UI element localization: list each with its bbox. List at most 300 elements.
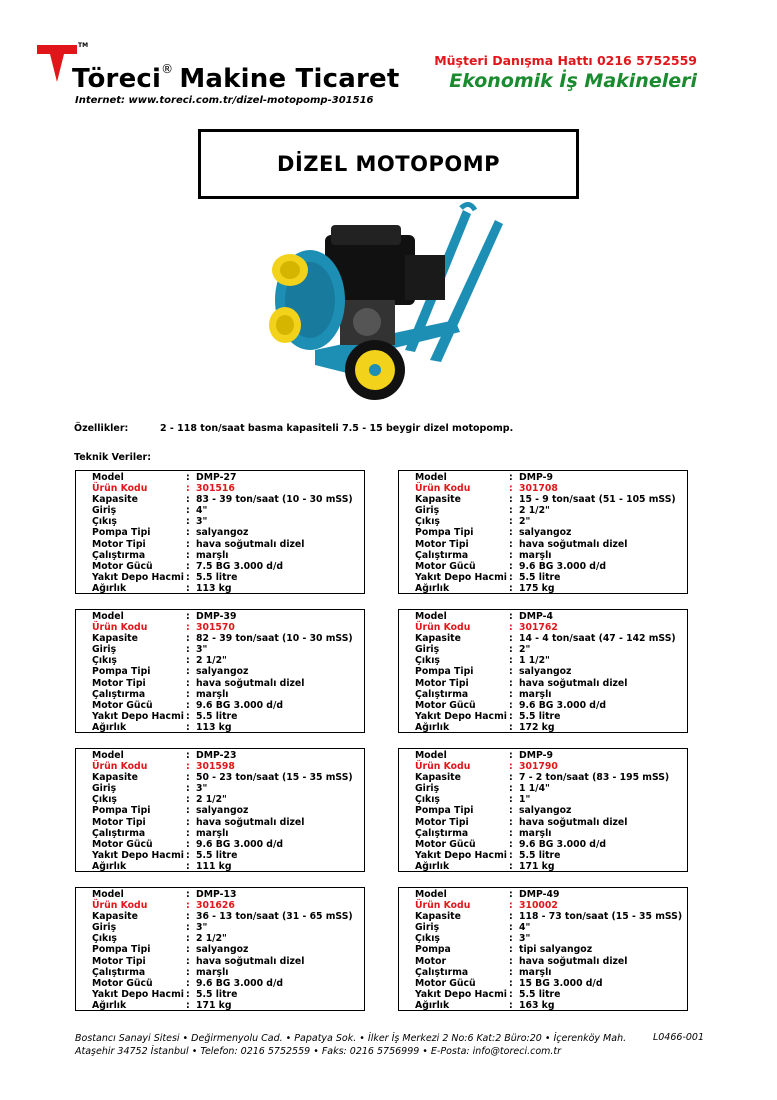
- spec-value: DMP-27: [196, 472, 237, 483]
- spec-key: Ağırlık: [415, 721, 450, 733]
- spec-row: [415, 900, 687, 911]
- spec-row: [415, 644, 687, 655]
- spec-value: 171 kg: [519, 860, 555, 872]
- spec-value: 50 - 23 ton/saat (15 - 35 mSS): [196, 772, 353, 784]
- spec-key: Motor Gücü: [92, 560, 153, 572]
- spec-colon: :: [509, 889, 513, 900]
- spec-colon: :: [509, 677, 513, 689]
- spec-key: Çalıştırma: [92, 827, 146, 839]
- features-label: Özellikler:: [74, 423, 129, 434]
- spec-value: 301708: [519, 483, 558, 495]
- spec-row: [92, 783, 364, 794]
- spec-colon: :: [186, 805, 190, 817]
- spec-value: 2 1/2": [196, 794, 227, 806]
- spec-key: Yakıt Depo Hacmi: [415, 710, 507, 722]
- spec-box: [398, 470, 688, 594]
- spec-value: 5.5 litre: [519, 988, 561, 1000]
- spec-key: Ağırlık: [92, 721, 127, 733]
- spec-row: [415, 817, 687, 828]
- spec-key: Giriş: [92, 783, 117, 795]
- spec-colon: :: [186, 933, 190, 945]
- spec-row: [415, 978, 687, 989]
- spec-row: [415, 689, 687, 700]
- spec-value: marşlı: [519, 688, 552, 700]
- spec-key: Motor Tipi: [92, 538, 146, 550]
- spec-value: 113 kg: [196, 721, 232, 733]
- spec-row: [415, 911, 687, 922]
- spec-key: Yakıt Depo Hacmi: [92, 988, 184, 1000]
- spec-row: [92, 805, 364, 816]
- spec-key: Çıkış: [415, 516, 440, 528]
- spec-row: [92, 678, 364, 689]
- spec-value: 111 kg: [196, 860, 232, 872]
- spec-value: 5.5 litre: [519, 710, 561, 722]
- spec-key: Ağırlık: [92, 999, 127, 1011]
- spec-row: [92, 761, 364, 772]
- spec-colon: :: [509, 688, 513, 700]
- spec-box: [75, 609, 365, 733]
- spec-key: Ürün Kodu: [415, 483, 471, 495]
- spec-key: Motor Gücü: [415, 699, 476, 711]
- spec-key: Motor: [415, 955, 447, 967]
- spec-key: Model: [92, 889, 124, 900]
- spec-row: [92, 933, 364, 944]
- spec-box: [398, 887, 688, 1011]
- spec-value: 171 kg: [196, 999, 232, 1011]
- spec-colon: :: [509, 582, 513, 594]
- spec-colon: :: [186, 750, 190, 761]
- page-title-box: [198, 129, 579, 199]
- spec-colon: :: [186, 783, 190, 795]
- spec-colon: :: [509, 816, 513, 828]
- spec-colon: :: [186, 827, 190, 839]
- spec-colon: :: [186, 922, 190, 934]
- spec-key: Ağırlık: [92, 860, 127, 872]
- spec-colon: :: [186, 582, 190, 594]
- spec-key: Pompa Tipi: [415, 666, 474, 678]
- spec-colon: :: [509, 622, 513, 634]
- spec-colon: :: [186, 816, 190, 828]
- spec-colon: :: [186, 761, 190, 773]
- spec-value: 14 - 4 ton/saat (47 - 142 mSS): [519, 633, 676, 645]
- spec-row: [92, 539, 364, 550]
- spec-colon: :: [509, 611, 513, 622]
- spec-colon: :: [509, 794, 513, 806]
- spec-key: Yakıt Depo Hacmi: [415, 988, 507, 1000]
- spec-row: [92, 772, 364, 783]
- spec-colon: :: [509, 900, 513, 912]
- spec-key: Motor Tipi: [92, 816, 146, 828]
- spec-colon: :: [186, 699, 190, 711]
- spec-key: Ürün Kodu: [92, 900, 148, 912]
- spec-colon: :: [509, 966, 513, 978]
- spec-value: 36 - 13 ton/saat (31 - 65 mSS): [196, 911, 353, 923]
- spec-key: Pompa Tipi: [92, 527, 151, 539]
- spec-key: Motor Tipi: [415, 677, 469, 689]
- spec-colon: :: [186, 988, 190, 1000]
- spec-colon: :: [186, 772, 190, 784]
- spec-row: [92, 828, 364, 839]
- spec-key: Model: [415, 889, 447, 900]
- spec-value: 301598: [196, 761, 235, 773]
- spec-colon: :: [509, 977, 513, 989]
- spec-colon: :: [186, 571, 190, 583]
- spec-colon: :: [509, 644, 513, 656]
- spec-value: 15 BG 3.000 d/d: [519, 977, 603, 989]
- spec-row: [415, 783, 687, 794]
- spec-colon: :: [509, 710, 513, 722]
- spec-value: 7.5 BG 3.000 d/d: [196, 560, 284, 572]
- spec-row: [92, 817, 364, 828]
- spec-row: [92, 750, 364, 761]
- spec-value: DMP-9: [519, 472, 553, 483]
- spec-row: [415, 761, 687, 772]
- spec-value: salyangoz: [196, 944, 249, 956]
- spec-value: 5.5 litre: [196, 849, 238, 861]
- spec-key: Çalıştırma: [415, 688, 469, 700]
- spec-value: marşlı: [519, 966, 552, 978]
- spec-colon: :: [186, 999, 190, 1011]
- spec-row: [415, 700, 687, 711]
- spec-key: Çıkış: [92, 655, 117, 667]
- spec-colon: :: [509, 772, 513, 784]
- spec-value: 3": [519, 933, 531, 945]
- spec-row: [415, 794, 687, 805]
- spec-colon: :: [186, 560, 190, 572]
- spec-row: [92, 583, 364, 594]
- spec-value: 1 1/2": [519, 655, 550, 667]
- spec-value: 9.6 BG 3.000 d/d: [519, 560, 607, 572]
- spec-colon: :: [186, 860, 190, 872]
- spec-value: 301790: [519, 761, 558, 773]
- spec-value: hava soğutmalı dizel: [519, 955, 628, 967]
- spec-row: [92, 861, 364, 872]
- spec-key: Çıkış: [92, 933, 117, 945]
- spec-value: 9.6 BG 3.000 d/d: [196, 977, 284, 989]
- trademark-symbol: TM: [78, 42, 89, 49]
- spec-row: [92, 989, 364, 1000]
- spec-colon: :: [509, 549, 513, 561]
- document-code: L0466-001: [652, 1032, 704, 1043]
- spec-row: [92, 472, 364, 483]
- spec-value: 15 - 9 ton/saat (51 - 105 mSS): [519, 494, 676, 506]
- spec-value: 5.5 litre: [196, 710, 238, 722]
- spec-key: Pompa Tipi: [92, 805, 151, 817]
- spec-value: 2 1/2": [196, 655, 227, 667]
- spec-value: 175 kg: [519, 582, 555, 594]
- spec-row: [415, 527, 687, 538]
- spec-row: [415, 850, 687, 861]
- spec-colon: :: [186, 516, 190, 528]
- spec-box: [398, 748, 688, 872]
- spec-key: Yakıt Depo Hacmi: [92, 571, 184, 583]
- spec-colon: :: [186, 849, 190, 861]
- spec-value: hava soğutmalı dizel: [519, 816, 628, 828]
- spec-value: 118 - 73 ton/saat (15 - 35 mSS): [519, 911, 683, 923]
- spec-colon: :: [509, 721, 513, 733]
- spec-key: Ürün Kodu: [92, 622, 148, 634]
- spec-key: Çalıştırma: [415, 827, 469, 839]
- spec-row: [415, 750, 687, 761]
- spec-row: [92, 550, 364, 561]
- spec-value: salyangoz: [196, 666, 249, 678]
- spec-value: salyangoz: [519, 666, 572, 678]
- spec-value: marşlı: [519, 549, 552, 561]
- spec-value: 9.6 BG 3.000 d/d: [519, 838, 607, 850]
- spec-key: Motor Tipi: [92, 955, 146, 967]
- spec-key: Ürün Kodu: [415, 900, 471, 912]
- customer-hotline: Müşteri Danışma Hattı 0216 5752559: [434, 53, 697, 68]
- spec-colon: :: [186, 611, 190, 622]
- spec-value: DMP-23: [196, 750, 237, 761]
- spec-row: [415, 828, 687, 839]
- spec-colon: :: [186, 838, 190, 850]
- spec-box: [398, 609, 688, 733]
- spec-key: Pompa: [415, 944, 451, 956]
- spec-colon: :: [509, 666, 513, 678]
- spec-key: Ürün Kodu: [92, 483, 148, 495]
- spec-key: Giriş: [415, 644, 440, 656]
- spec-colon: :: [509, 538, 513, 550]
- spec-row: [92, 956, 364, 967]
- spec-colon: :: [509, 761, 513, 773]
- spec-key: Ürün Kodu: [415, 622, 471, 634]
- footer-line-2: Ataşehir 34752 İstanbul • Telefon: 0216 5752559 • Faks: 0216 5756999 • E-Posta: info@toreci.com.tr: [75, 1046, 562, 1057]
- page-title: DİZEL MOTOPOMP: [277, 152, 500, 176]
- spec-colon: :: [509, 655, 513, 667]
- spec-value: salyangoz: [519, 527, 572, 539]
- spec-colon: :: [509, 838, 513, 850]
- spec-row: [415, 711, 687, 722]
- spec-row: [92, 978, 364, 989]
- spec-row: [415, 494, 687, 505]
- spec-row: [415, 722, 687, 733]
- spec-row: [415, 944, 687, 955]
- spec-key: Ürün Kodu: [415, 761, 471, 773]
- spec-value: marşlı: [519, 827, 552, 839]
- spec-value: tipi salyangoz: [519, 944, 593, 956]
- spec-row: [92, 711, 364, 722]
- spec-row: [92, 839, 364, 850]
- spec-row: [92, 850, 364, 861]
- spec-colon: :: [186, 710, 190, 722]
- spec-value: 3": [196, 922, 208, 934]
- features-text: 2 - 118 ton/saat basma kapasiteli 7.5 - 15 beygir dizel motopomp.: [160, 423, 514, 434]
- spec-key: Motor Gücü: [92, 838, 153, 850]
- spec-row: [92, 900, 364, 911]
- spec-value: 4": [519, 922, 531, 934]
- spec-row: [92, 922, 364, 933]
- spec-value: 301626: [196, 900, 235, 912]
- spec-colon: :: [509, 933, 513, 945]
- spec-colon: :: [186, 505, 190, 517]
- spec-value: marşlı: [196, 966, 229, 978]
- spec-row: [415, 967, 687, 978]
- spec-row: [415, 805, 687, 816]
- spec-key: Çalıştırma: [92, 966, 146, 978]
- spec-value: salyangoz: [196, 527, 249, 539]
- spec-row: [415, 772, 687, 783]
- spec-key: Çalıştırma: [92, 549, 146, 561]
- spec-colon: :: [186, 900, 190, 912]
- spec-colon: :: [186, 966, 190, 978]
- spec-colon: :: [509, 955, 513, 967]
- spec-value: marşlı: [196, 688, 229, 700]
- spec-row: [92, 967, 364, 978]
- spec-key: Çalıştırma: [415, 966, 469, 978]
- spec-value: hava soğutmalı dizel: [196, 677, 305, 689]
- spec-key: Ağırlık: [415, 860, 450, 872]
- spec-value: DMP-13: [196, 889, 237, 900]
- spec-key: Pompa Tipi: [92, 944, 151, 956]
- spec-value: 2 1/2": [519, 505, 550, 517]
- spec-row: [415, 666, 687, 677]
- spec-row: [415, 505, 687, 516]
- spec-row: [415, 561, 687, 572]
- spec-colon: :: [186, 655, 190, 667]
- technical-data-label: Teknik Veriler:: [74, 452, 152, 463]
- spec-row: [92, 572, 364, 583]
- spec-row: [415, 933, 687, 944]
- spec-value: 83 - 39 ton/saat (10 - 30 mSS): [196, 494, 353, 506]
- spec-key: Giriş: [92, 505, 117, 517]
- spec-colon: :: [186, 472, 190, 483]
- spec-colon: :: [186, 977, 190, 989]
- spec-value: 9.6 BG 3.000 d/d: [196, 838, 284, 850]
- spec-colon: :: [186, 721, 190, 733]
- spec-colon: :: [186, 688, 190, 700]
- toreci-logo-icon: [37, 45, 77, 85]
- spec-colon: :: [509, 860, 513, 872]
- spec-key: Motor Gücü: [92, 699, 153, 711]
- spec-row: [415, 922, 687, 933]
- spec-colon: :: [186, 633, 190, 645]
- spec-key: Giriş: [92, 922, 117, 934]
- spec-key: Kapasite: [415, 772, 461, 784]
- company-name: Töreci® Makine Ticaret: [72, 62, 400, 94]
- spec-value: 2 1/2": [196, 933, 227, 945]
- spec-key: Giriş: [415, 505, 440, 517]
- spec-colon: :: [509, 827, 513, 839]
- spec-row: [92, 505, 364, 516]
- spec-colon: :: [509, 516, 513, 528]
- spec-key: Çıkış: [92, 794, 117, 806]
- spec-colon: :: [186, 955, 190, 967]
- spec-value: hava soğutmalı dizel: [519, 538, 628, 550]
- spec-colon: :: [186, 677, 190, 689]
- spec-colon: :: [186, 549, 190, 561]
- spec-value: hava soğutmalı dizel: [196, 538, 305, 550]
- spec-row: [92, 911, 364, 922]
- spec-value: 301762: [519, 622, 558, 634]
- spec-row: [92, 483, 364, 494]
- spec-row: [415, 572, 687, 583]
- spec-key: Çıkış: [415, 933, 440, 945]
- spec-key: Yakıt Depo Hacmi: [415, 571, 507, 583]
- spec-value: 4": [196, 505, 208, 517]
- spec-colon: :: [509, 483, 513, 495]
- spec-colon: :: [186, 666, 190, 678]
- spec-key: Çıkış: [415, 794, 440, 806]
- spec-colon: :: [509, 699, 513, 711]
- spec-row: [415, 989, 687, 1000]
- spec-colon: :: [186, 538, 190, 550]
- spec-value: DMP-9: [519, 750, 553, 761]
- spec-colon: :: [509, 988, 513, 1000]
- spec-value: 172 kg: [519, 721, 555, 733]
- spec-key: Çalıştırma: [415, 549, 469, 561]
- spec-key: Pompa Tipi: [415, 527, 474, 539]
- spec-key: Kapasite: [92, 633, 138, 645]
- spec-key: Model: [92, 472, 124, 483]
- spec-colon: :: [509, 633, 513, 645]
- spec-colon: :: [509, 849, 513, 861]
- spec-value: 301516: [196, 483, 235, 495]
- spec-colon: :: [186, 644, 190, 656]
- spec-key: Kapasite: [92, 494, 138, 506]
- spec-key: Yakıt Depo Hacmi: [415, 849, 507, 861]
- spec-row: [415, 516, 687, 527]
- spec-key: Motor Gücü: [415, 838, 476, 850]
- spec-key: Kapasite: [415, 494, 461, 506]
- spec-value: 301570: [196, 622, 235, 634]
- spec-key: Ürün Kodu: [92, 761, 148, 773]
- spec-value: 1": [519, 794, 531, 806]
- spec-row: [92, 700, 364, 711]
- spec-value: 5.5 litre: [519, 571, 561, 583]
- spec-key: Giriş: [415, 922, 440, 934]
- spec-value: DMP-39: [196, 611, 237, 622]
- spec-value: 2": [519, 516, 531, 528]
- spec-key: Çıkış: [415, 655, 440, 667]
- spec-value: 113 kg: [196, 582, 232, 594]
- spec-value: 9.6 BG 3.000 d/d: [519, 699, 607, 711]
- spec-value: 163 kg: [519, 999, 555, 1011]
- spec-row: [415, 483, 687, 494]
- spec-key: Pompa Tipi: [92, 666, 151, 678]
- spec-key: Kapasite: [92, 911, 138, 923]
- spec-key: Model: [415, 611, 447, 622]
- spec-row: [415, 550, 687, 561]
- spec-key: Model: [415, 750, 447, 761]
- spec-key: Model: [415, 472, 447, 483]
- spec-colon: :: [509, 472, 513, 483]
- spec-key: Motor Gücü: [415, 560, 476, 572]
- spec-value: 1 1/4": [519, 783, 550, 795]
- spec-value: 3": [196, 516, 208, 528]
- spec-box: [75, 470, 365, 594]
- spec-value: salyangoz: [196, 805, 249, 817]
- spec-key: Motor Tipi: [415, 816, 469, 828]
- spec-colon: :: [186, 944, 190, 956]
- spec-row: [415, 839, 687, 850]
- spec-row: [92, 666, 364, 677]
- spec-row: [92, 633, 364, 644]
- spec-row: [92, 1000, 364, 1011]
- spec-colon: :: [509, 494, 513, 506]
- footer-line-1: Bostancı Sanayi Sitesi • Değirmenyolu Cad. • Papatya Sok. • İlker İş Merkezi 2 No:6 Kat:2 Büro:20 • İçerenköy Mah.: [75, 1033, 627, 1044]
- spec-key: Motor Gücü: [415, 977, 476, 989]
- spec-key: Kapasite: [415, 633, 461, 645]
- spec-row: [92, 689, 364, 700]
- spec-colon: :: [186, 889, 190, 900]
- spec-colon: :: [186, 794, 190, 806]
- spec-row: [415, 622, 687, 633]
- spec-row: [92, 516, 364, 527]
- spec-row: [415, 678, 687, 689]
- spec-colon: :: [509, 999, 513, 1011]
- spec-colon: :: [186, 911, 190, 923]
